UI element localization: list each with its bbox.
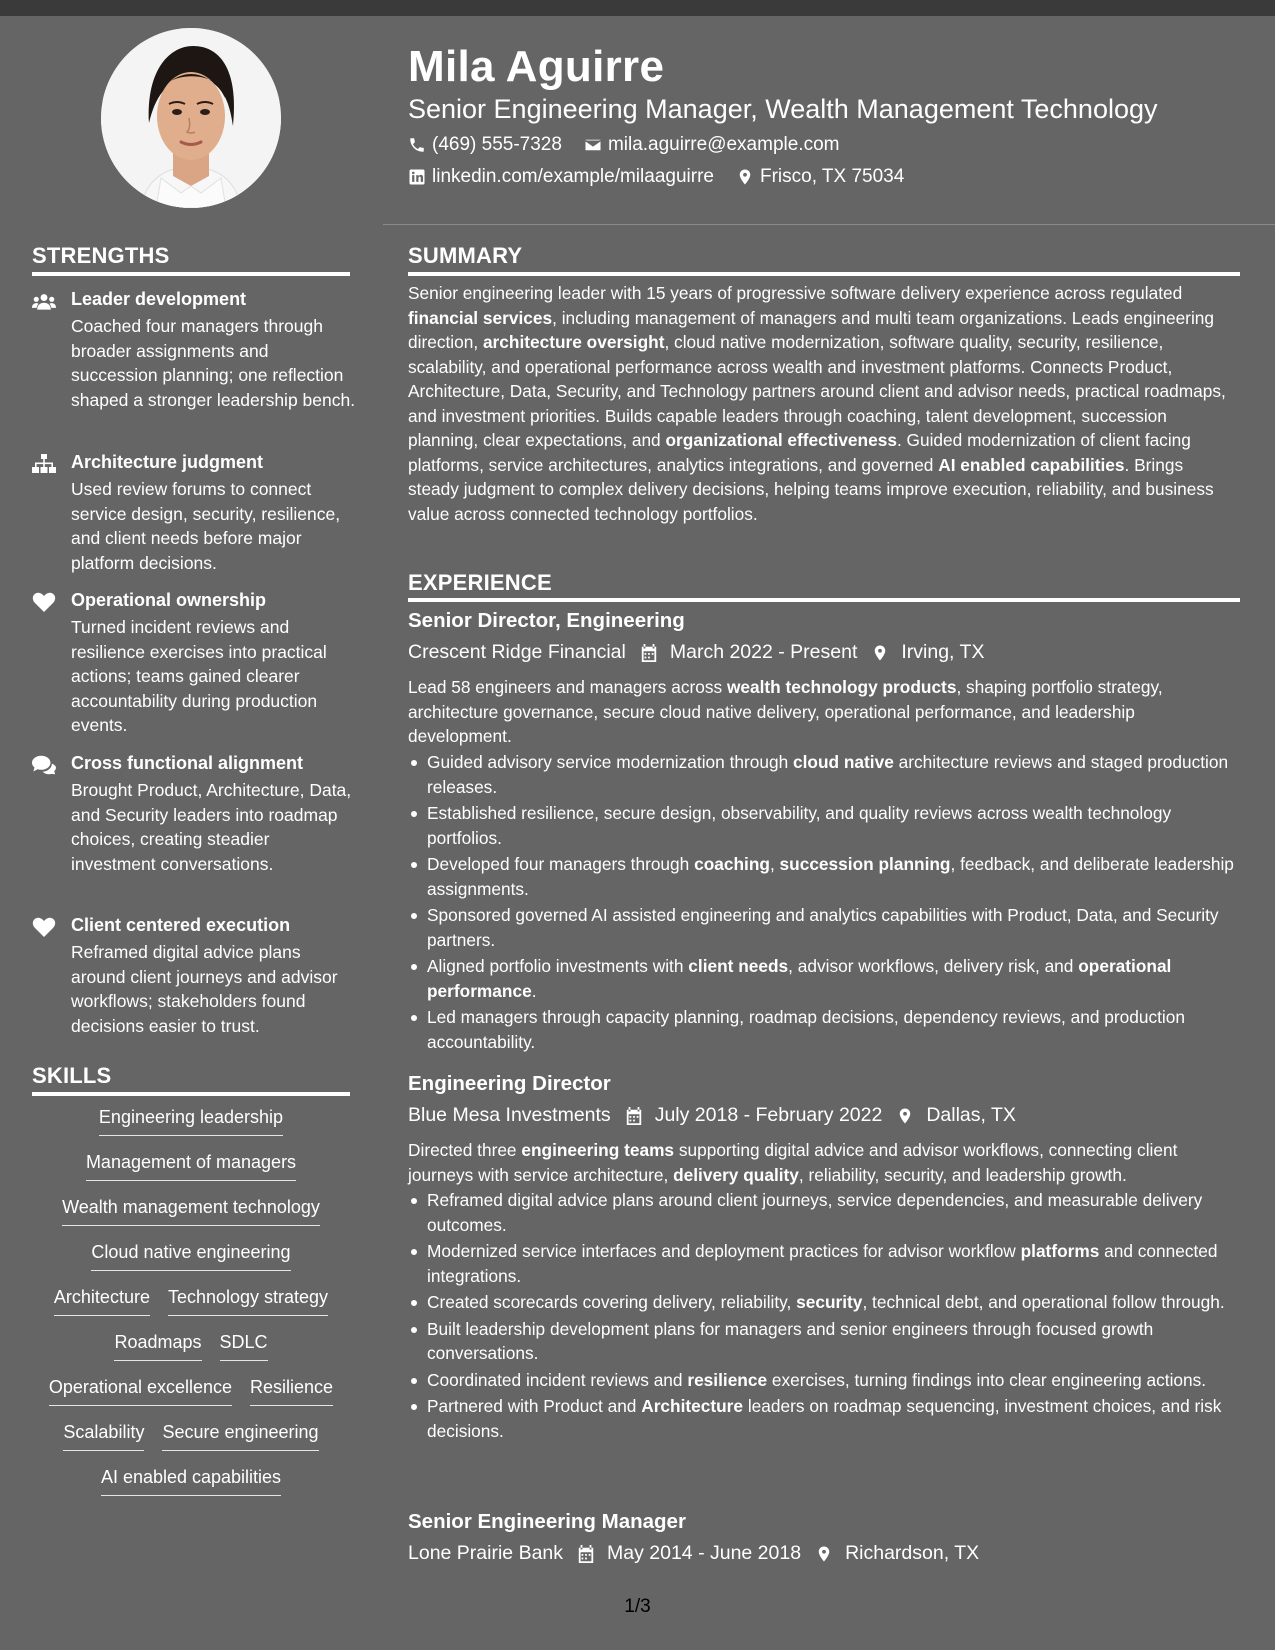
skill-row (32, 1332, 350, 1377)
bullet-item (408, 1290, 1238, 1315)
text-run: . Brings steady judgment to complex delivery decisions, helping teams improve execution, reliability, and business value across connected technology portfolios. (408, 454, 1214, 524)
bullet-item (408, 954, 1238, 1003)
text-run: leaders on roadmap sequencing, investment choices, and risk decisions. (427, 1396, 1222, 1441)
org-chart-icon (32, 454, 58, 474)
bold-text: architecture oversight (482, 332, 665, 352)
profile-photo (101, 28, 281, 208)
text-run: Created scorecards covering delivery, reliability, (427, 1292, 797, 1312)
text-run: Sponsored governed AI assisted engineering and analytics capabilities with Product, Data, and Security partners. (427, 905, 1219, 950)
skill-tag: Secure engineering (162, 1422, 318, 1451)
heart-icon (32, 592, 58, 612)
text-run: Reframed digital advice plans around client journeys, service dependencies, and measurable delivery outcomes. (427, 1190, 1203, 1235)
skills-list (32, 1107, 350, 1512)
strengths-heading: STRENGTHS (32, 243, 170, 268)
bold-text: delivery quality (673, 1164, 799, 1185)
text-run: Guided advisory service modernization through (427, 752, 793, 772)
skill-tag: Operational excellence (49, 1377, 232, 1406)
bold-text: succession planning (779, 854, 951, 874)
strength-text: Coached four managers through broader assignments and succession planning; one reflection shaped a stronger leadership bench. (71, 316, 356, 410)
text-run: Partnered with Product and (427, 1396, 642, 1416)
skill-row (32, 1287, 350, 1332)
text-run: Aligned portfolio investments with (427, 956, 689, 976)
job-meta (408, 1542, 979, 1565)
skill-tag: Cloud native engineering (91, 1242, 290, 1271)
summary-text (408, 281, 1238, 526)
bullet-item (408, 1188, 1238, 1237)
top-bar (0, 0, 1275, 16)
skills-rule (32, 1092, 350, 1096)
strength-text: Reframed digital advice plans around client journeys and advisor workflows; stakeholders found decisions easier to trust. (71, 942, 338, 1036)
bold-text: AI enabled capabilities (938, 454, 1125, 475)
location-contact (736, 166, 904, 188)
strength-text: Used review forums to connect service design, security, resilience, and client needs before major platform decisions. (71, 479, 341, 573)
location-text: Frisco, TX 75034 (759, 166, 905, 187)
text-run: . Guided modernization of client facing platforms, service architectures, analytics integrations, and governed (408, 430, 1191, 475)
bold-text: client needs (688, 956, 789, 976)
bold-text: resilience (687, 1369, 768, 1390)
text-run: Coordinated incident reviews and (427, 1369, 688, 1390)
job-dates: July 2018 - February 2022 (654, 1104, 883, 1126)
text-run: Led managers through capacity planning, roadmap decisions, dependency reviews, and production accountability. (427, 1007, 1185, 1052)
strength-text: Turned incident reviews and resilience exercises into practical actions; teams gained clearer accountability during production events. (71, 617, 327, 735)
job-location: Irving, TX (901, 641, 985, 663)
skill-tag: Resilience (250, 1377, 333, 1406)
candidate-title: Senior Engineering Manager, Wealth Management Technology (408, 94, 1158, 124)
strength-title: Operational ownership (71, 590, 267, 610)
envelope-icon (584, 136, 602, 154)
job-dates: March 2022 - Present (669, 641, 858, 663)
text-run: , cloud native modernization, software quality, security, resilience, scalability, and operational performance across wealth and investment platforms. Connects Product, Architecture, Data, Security, and Technology partners around client and advisor needs, practical roadmaps, and investment priorities. Builds capable leaders through coaching, talent development, succession planning, clear expectations, and (408, 332, 1226, 450)
bold-text: security (796, 1292, 863, 1312)
bold-text: cloud native (792, 752, 894, 772)
skill-tag: Engineering leadership (99, 1107, 283, 1136)
job-meta (408, 1104, 1016, 1127)
text-run: , (769, 854, 780, 874)
bullet-item (408, 1368, 1238, 1393)
skill-row (32, 1377, 350, 1422)
skill-tag: AI enabled capabilities (101, 1467, 281, 1496)
linkedin-text: linkedin.com/example/milaaguirre (432, 166, 714, 187)
job-company: Lone Prairie Bank (408, 1542, 564, 1564)
bold-text: wealth technology products (726, 677, 957, 697)
job-meta (408, 641, 984, 664)
text-run: Established resilience, secure design, observability, and quality reviews across wealth technology portfolios. (427, 803, 1172, 848)
summary-heading: SUMMARY (408, 243, 523, 268)
text-run: , feedback, and deliberate leadership assignments. (427, 854, 1234, 899)
email-text: mila.aguirre@example.com (607, 134, 840, 155)
heart-icon (32, 917, 58, 937)
job-description (408, 1138, 1238, 1187)
text-run: Directed three (408, 1140, 522, 1160)
text-run: exercises, turning findings into clear engineering actions. (767, 1369, 1207, 1390)
bold-text: engineering teams (521, 1140, 675, 1160)
text-run: , reliability, security, and leadership growth. (798, 1164, 1127, 1185)
calendar-icon (640, 643, 658, 663)
bullet-item (408, 1005, 1238, 1054)
contact-row-1 (408, 134, 839, 156)
job-location: Richardson, TX (845, 1542, 980, 1564)
bullet-item (408, 801, 1238, 850)
job-bullets (408, 750, 1238, 1056)
bullet-item (408, 903, 1238, 952)
job-location: Dallas, TX (926, 1104, 1016, 1126)
map-pin-icon (736, 168, 754, 186)
bullet-item (408, 852, 1238, 901)
strength-text: Brought Product, Architecture, Data, and Security leaders into roadmap choices, creating steadier investment conversations. (71, 780, 352, 874)
text-run: . (531, 980, 537, 1001)
skills-heading: SKILLS (32, 1063, 112, 1088)
linkedin-contact[interactable] (408, 166, 714, 188)
phone-icon (408, 136, 426, 154)
job-company: Crescent Ridge Financial (408, 641, 626, 663)
skill-tag: Roadmaps (114, 1332, 201, 1361)
summary-rule (408, 272, 1240, 276)
text-run: Built leadership development plans for managers and senior engineers through focused growth conversations. (427, 1318, 1154, 1363)
bold-text: coaching (694, 854, 770, 874)
bold-text: organizational effectiveness (665, 430, 897, 450)
skill-tag: Technology strategy (168, 1287, 328, 1316)
contact-row-2 (408, 166, 904, 188)
text-run: Developed four managers through (427, 854, 695, 874)
email-contact[interactable] (584, 134, 840, 156)
skill-row (32, 1197, 350, 1242)
job-description (408, 675, 1238, 749)
strength-title: Cross functional alignment (71, 753, 304, 773)
bullet-item (408, 750, 1238, 799)
candidate-name: Mila Aguirre (408, 42, 665, 91)
phone-text: (469) 555-7328 (432, 134, 562, 155)
job-company: Blue Mesa Investments (408, 1104, 611, 1126)
strength-title: Client centered execution (71, 915, 291, 935)
bullet-item (408, 1239, 1238, 1288)
bold-text: platforms (1020, 1241, 1100, 1261)
users-icon (32, 291, 58, 311)
skill-row (32, 1152, 350, 1197)
job-title: Engineering Director (408, 1072, 611, 1095)
page-indicator: 1/3 (624, 1596, 651, 1617)
bold-text: financial services (408, 307, 553, 328)
text-run: , advisor workflows, delivery risk, and (788, 956, 1079, 976)
skill-tag: Scalability (63, 1422, 144, 1451)
phone-contact[interactable] (408, 134, 562, 156)
job-title: Senior Director, Engineering (408, 609, 685, 632)
text-run: architecture reviews and staged production releases. (427, 752, 1229, 797)
experience-heading: EXPERIENCE (408, 570, 552, 595)
skill-tag: SDLC (220, 1332, 268, 1361)
skill-row (32, 1107, 350, 1152)
strengths-rule (32, 272, 350, 276)
skill-row (32, 1242, 350, 1287)
skill-tag: Management of managers (86, 1152, 296, 1181)
bold-text: Architecture (641, 1396, 744, 1416)
experience-rule (408, 598, 1240, 602)
map-pin-icon (815, 1544, 833, 1564)
bullet-item (408, 1394, 1238, 1443)
text-run: , shaping portfolio strategy, architecture governance, secure cloud native delivery, operational performance, and leadership development. (408, 677, 1163, 746)
map-pin-icon (871, 643, 889, 663)
text-run: Senior engineering leader with 15 years of progressive software delivery experience across regulated (408, 283, 1183, 303)
skill-row (32, 1422, 350, 1467)
linkedin-icon (408, 168, 426, 186)
skill-tag: Architecture (54, 1287, 150, 1316)
text-run: and connected integrations. (427, 1241, 1218, 1286)
skill-tag: Wealth management technology (62, 1197, 320, 1226)
strength-title: Architecture judgment (71, 452, 264, 472)
job-bullets (408, 1188, 1238, 1445)
bold-text: operational performance (427, 956, 1172, 1001)
header-divider (383, 224, 1275, 225)
job-title: Senior Engineering Manager (408, 1510, 686, 1533)
skill-row (32, 1467, 350, 1512)
calendar-icon (577, 1544, 595, 1564)
text-run: , including management of managers and multi team organizations. Leads engineering direction, (408, 307, 1215, 352)
strength-title: Leader development (71, 289, 247, 309)
text-run: supporting digital advice and advisor workflows, connecting client journeys with service architecture, (408, 1140, 1178, 1185)
text-run: Lead 58 engineers and managers across (408, 677, 727, 697)
text-run: , technical debt, and operational follow through. (862, 1292, 1225, 1312)
map-pin-icon (896, 1106, 914, 1126)
calendar-icon (625, 1106, 643, 1126)
text-run: Modernized service interfaces and deployment practices for advisor workflow (427, 1241, 1021, 1261)
bullet-item (408, 1317, 1238, 1366)
comments-icon (32, 755, 58, 775)
job-dates: May 2014 - June 2018 (607, 1542, 802, 1564)
